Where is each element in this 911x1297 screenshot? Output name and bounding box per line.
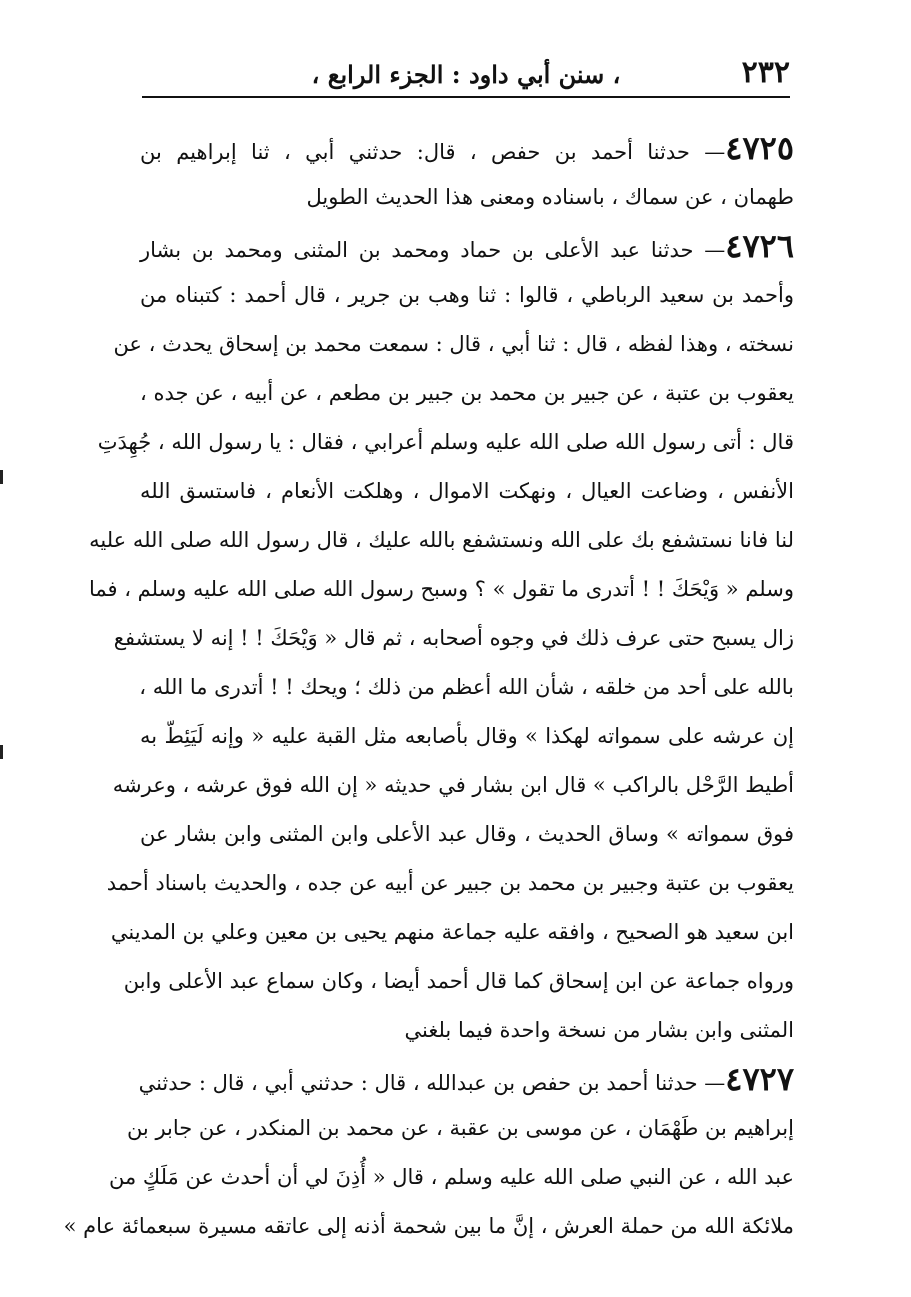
text-line: عبد الله ، عن النبي صلى الله عليه وسلم ، قال « أُذِنَ لي أن أحدث عن مَلَكٍ من	[108, 1165, 794, 1189]
text-line: إن عرشه على سمواته لهكذا » وقال بأصابعه مثل القبة عليه « وإنه لَيَئِطّ به	[140, 724, 794, 748]
hadith-number: ٤٧٢٧	[725, 1060, 794, 1098]
hadith-4725	[140, 124, 794, 222]
scan-edge-mark	[0, 470, 3, 484]
text-line: يعقوب بن عتبة ، عن جبير بن محمد بن جبير بن مطعم ، عن أبيه ، عن جده ،	[140, 381, 794, 405]
text-line: الأنفس ، وضاعت العيال ، ونهكت الاموال ، وهلكت الأنعام ، فاستسق الله	[140, 479, 794, 503]
hadith-4727	[63, 1055, 794, 1251]
running-title: ، سنن أبي داود : الجزء الرابع ،	[311, 60, 621, 89]
text-line: ملائكة الله من حملة العرش ، إنَّ ما بين شحمة أذنه إلى عاتقه مسيرة سبعمائة عام »	[63, 1214, 794, 1238]
text-line: إبراهيم بن طَهْمَان ، عن موسى بن عقبة ، عن محمد بن المنكدر ، عن جابر بن	[126, 1116, 794, 1140]
hadith-text: — حدثنا عبد الأعلى بن حماد ومحمد بن المثنى ومحمد بن بشار	[140, 238, 726, 262]
text-line: نسخته ، وهذا لفظه ، قال : ثنا أبي ، قال : سمعت محمد بن إسحاق يحدث ، عن	[113, 332, 794, 356]
hadith-4726	[88, 222, 794, 1055]
text-line: وأحمد بن سعيد الرباطي ، قالوا : ثنا وهب بن جرير ، قال أحمد : كتبناه من	[140, 283, 794, 307]
text-line: بالله على أحد من خلقه ، شأن الله أعظم من ذلك ؛ ويحك ! ! أتدرى ما الله ،	[139, 675, 794, 699]
text-line: ابن سعيد هو الصحيح ، وافقه عليه جماعة منهم يحيى بن معين وعلي بن المديني	[110, 920, 794, 944]
text-line	[140, 1055, 794, 1104]
page-number: ٢٣٢	[741, 55, 790, 90]
text-line: قال : أتى رسول الله صلى الله عليه وسلم أعرابي ، فقال : يا رسول الله ، جُهِدَتِ	[97, 430, 794, 454]
scan-edge-mark	[0, 745, 3, 759]
text-line: زال يسبح حتى عرف ذلك في وجوه أصحابه ، ثم قال « وَيْحَكَ ! ! إنه لا يستشفع	[113, 626, 794, 650]
text-line: طهمان ، عن سماك ، باسناده ومعنى هذا الحديث الطويل	[306, 185, 794, 209]
hadith-text: — حدثنا أحمد بن حفص بن عبدالله ، قال : حدثني أبي ، قال : حدثني	[138, 1071, 726, 1095]
text-line	[140, 222, 794, 271]
page-header	[142, 52, 790, 98]
page-body	[63, 124, 794, 1251]
text-line: لنا فانا نستشفع بك على الله ونستشفع بالله عليك ، قال رسول الله صلى الله عليه	[89, 528, 794, 552]
hadith-text: — حدثنا أحمد بن حفص ، قال: حدثني أبي ، ثنا إبراهيم بن	[140, 140, 726, 164]
text-line: المثنى وابن بشار من نسخة واحدة فيما بلغني	[404, 1018, 794, 1042]
text-line: يعقوب بن عتبة وجبير بن محمد بن جبير عن أبيه عن جده ، والحديث باسناد أحمد	[106, 871, 794, 895]
hadith-number: ٤٧٢٥	[725, 129, 794, 167]
hadith-number: ٤٧٢٦	[725, 227, 794, 265]
text-line: فوق سمواته » وساق الحديث ، وقال عبد الأعلى وابن المثنى وابن بشار عن	[140, 822, 794, 846]
text-line	[140, 124, 794, 173]
text-line: أطيط الرَّحْل بالراكب » قال ابن بشار في حديثه « إن الله فوق عرشه ، وعرشه	[112, 773, 794, 797]
text-line: ورواه جماعة عن ابن إسحاق كما قال أحمد أيضا ، وكان سماع عبد الأعلى وابن	[123, 969, 794, 993]
text-line: وسلم « وَيْحَكَ ! ! أتدرى ما تقول » ؟ وسبح رسول الله صلى الله عليه وسلم ، فما	[88, 577, 794, 601]
